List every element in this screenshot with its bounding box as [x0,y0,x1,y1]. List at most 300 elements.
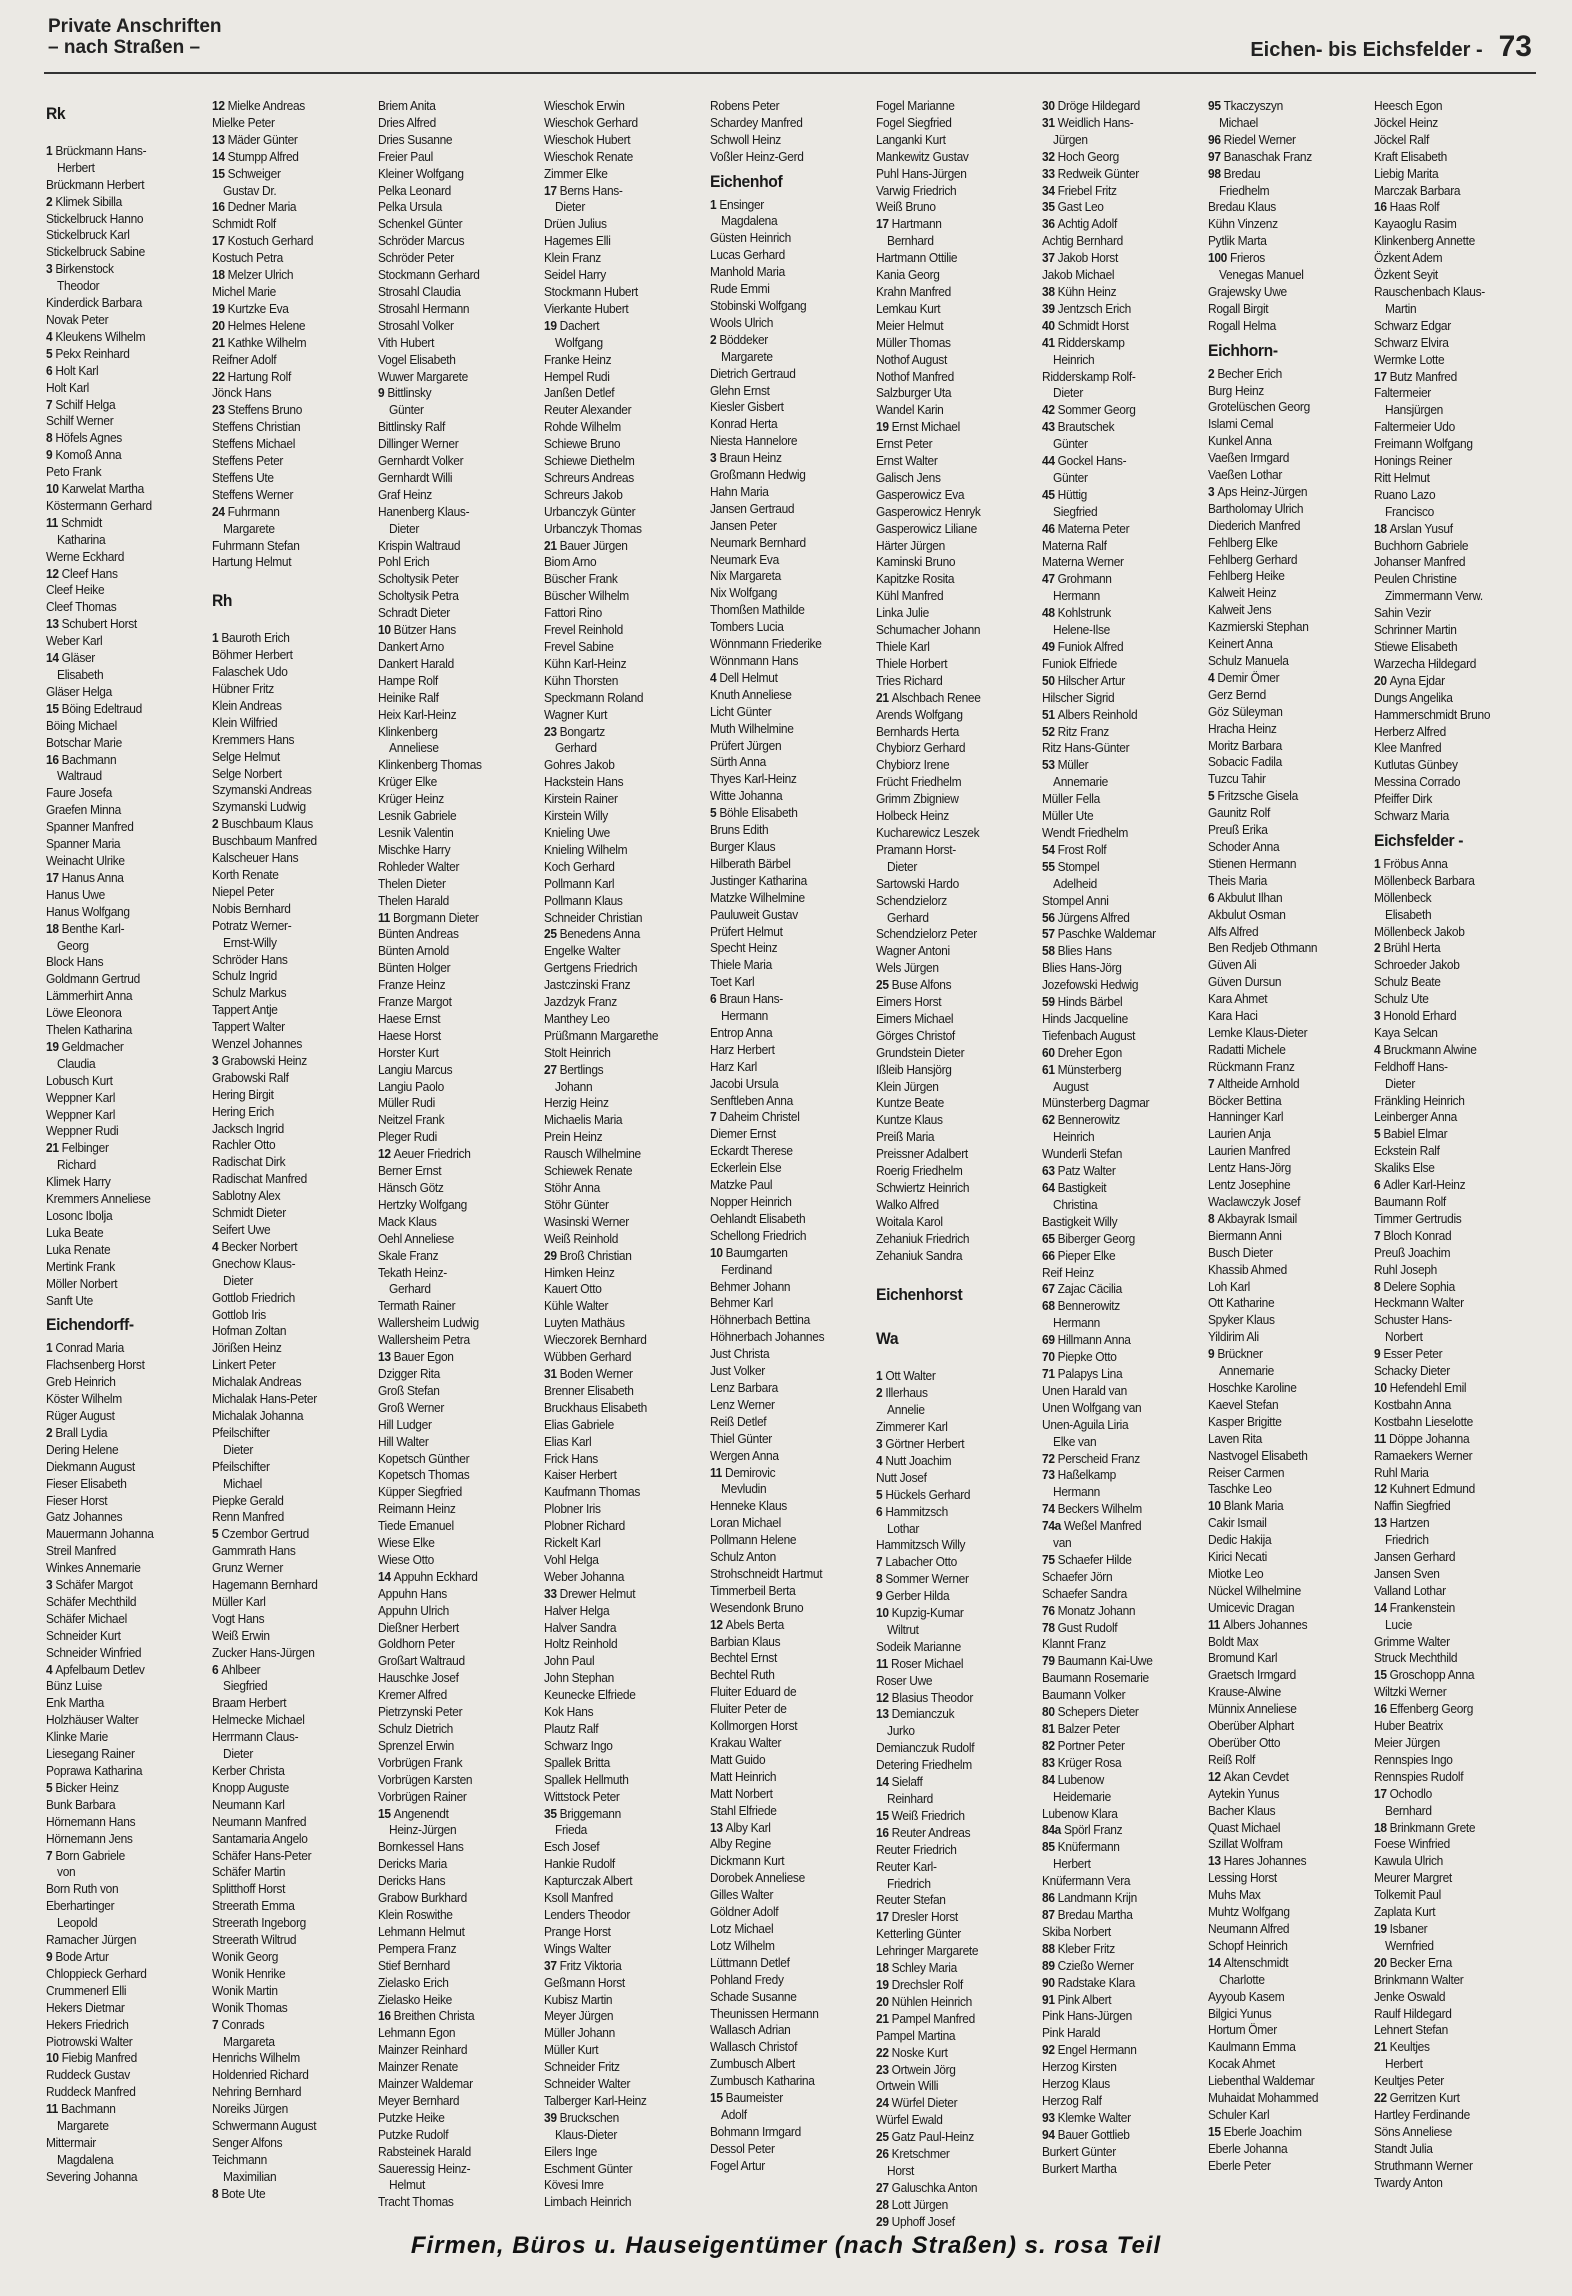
directory-entry [1374,98,1523,115]
directory-entry [212,833,361,850]
resident-name: Schwiertz Heinrich [876,1180,970,1195]
resident-name: Blies Hans [1057,943,1112,959]
resident-name: Dankert Arno [378,639,444,654]
directory-entry [1208,2124,1357,2141]
directory-entry [46,194,195,211]
resident-name: Rickelt Karl [544,1535,601,1551]
resident-name: Fuhrmann Stefan [212,537,300,553]
directory-entry [1374,1143,1523,1160]
directory-entry [378,1569,527,1586]
resident-name: Henrichs Wilhelm [212,2050,300,2066]
resident-name: Wallersheim Petra [378,1332,470,1348]
directory-entry [876,2129,1025,2146]
resident-name: Pelka Leonard [378,182,451,198]
resident-name: Keunecke Elfriede [544,1687,636,1703]
directory-entry [378,1214,527,1231]
resident-name: Pampel Manfred [891,2010,975,2026]
resident-name: Manhold Maria [710,264,785,280]
directory-entry [1042,2059,1191,2076]
resident-name: Ferdinand [721,1261,772,1277]
resident-name: Dankert Harald [378,655,454,671]
house-number: 98 [1208,165,1224,181]
directory-entry [1042,1958,1191,1975]
resident-name: Weppner Karl [46,1089,116,1105]
resident-name: Voßler Heinz-Gerd [710,148,804,164]
directory-entry [1374,1279,1523,1296]
resident-name: Anneliese [389,740,439,756]
directory-entry [1374,890,1523,907]
resident-name: Meurer Margret [1374,1870,1452,1886]
directory-entry [710,1566,859,1583]
house-number: 42 [1042,402,1058,418]
resident-name: Schubert Horst [61,616,137,632]
resident-name: Schäfer Mechthild [46,1593,137,1609]
resident-name: Splitthoff Horst [212,1881,286,1897]
resident-name: Burger Klaus [710,838,776,854]
resident-name: Hilberath Bärbel [710,855,791,871]
directory-entry [212,1408,361,1425]
house-number: 33 [1042,165,1058,181]
directory-entry [212,2084,361,2101]
resident-name: Sürth Anna [710,754,766,770]
resident-name: Brall Lydia [55,1424,108,1440]
directory-entry [876,183,1025,200]
house-number: 16 [378,2008,394,2024]
directory-entry [378,1873,527,1890]
directory-entry [378,2059,527,2076]
resident-name: Kirstein Rainer [544,791,618,807]
resident-name: Dreher Egon [1057,1044,1122,1060]
resident-name: Schopf Heinrich [1208,1937,1288,1953]
resident-name: von [57,1864,76,1880]
directory-entry [710,1143,859,1160]
resident-name: Fiebig Manfred [61,2050,137,2066]
directory-entry [710,1194,859,1211]
directory-entry [1208,1397,1357,1414]
resident-name: Gustav Dr. [223,182,277,198]
directory-entry [1042,1907,1191,1924]
directory-entry [378,1552,527,1569]
resident-name: Potratz Werner- [212,917,292,933]
resident-name: Jansen Peter [710,517,777,533]
house-number: 28 [876,2196,892,2212]
resident-name: Gottlob Friedrich [212,1289,295,1305]
house-number: 92 [1042,2042,1058,2058]
resident-name: Kremer Alfred [378,1687,447,1703]
house-number: 7 [876,1554,886,1570]
house-number: 82 [1042,1737,1058,1753]
directory-entry [46,802,195,819]
entry-continuation [1042,436,1191,453]
directory-entry [544,284,693,301]
directory-entry [876,1943,1025,1960]
directory-entry [1374,2022,1523,2039]
resident-name: Pytlik Marta [1208,233,1267,249]
resident-name: Fogel Artur [710,2157,765,2173]
resident-name: Magdalena [721,213,778,229]
directory-entry [1374,1109,1523,1126]
resident-name: Jentzsch Erich [1057,300,1131,316]
resident-name: Wieschok Gerhard [544,114,638,130]
resident-name: Müller Johann [544,2025,615,2041]
resident-name: Vogel Elisabeth [378,351,456,367]
resident-name: Böhle Elisabeth [719,805,798,821]
house-number: 4 [46,1661,56,1677]
directory-entry [1208,991,1357,1008]
directory-entry [1042,859,1191,876]
directory-entry [710,907,859,924]
resident-name: Schulz Beate [1374,974,1441,990]
directory-entry [212,1881,361,1898]
resident-name: Rennspies Ingo [1374,1751,1453,1767]
resident-name: Nehring Bernhard [212,2084,302,2100]
house-number: 7 [212,2016,222,2032]
resident-name: Kok Hans [544,1704,594,1720]
resident-name: Fehlberg Elke [1208,534,1278,550]
resident-name: Oehl Anneliese [378,1230,454,1246]
directory-entry [1208,2141,1357,2158]
resident-name: Münsterberg Dagmar [1042,1095,1150,1111]
directory-entry [378,1451,527,1468]
directory-entry [46,329,195,346]
directory-entry [544,960,693,977]
resident-name: Sablotny Alex [212,1188,281,1204]
resident-name: Kuntze Beate [876,1095,944,1111]
resident-name: van [1053,1535,1072,1551]
resident-name: Johanser Manfred [1374,554,1466,570]
resident-name: Würfel Dieter [891,2095,958,2111]
resident-name: Heinike Ralf [378,689,439,705]
directory-entry [1042,1163,1191,1180]
directory-entry [212,749,361,766]
directory-entry [212,1256,361,1273]
directory-entry [876,1960,1025,1977]
directory-entry [1208,1820,1357,1837]
resident-name: Komoß Anna [55,447,122,463]
resident-name: Jöckel Heinz [1374,114,1438,130]
resident-name: Bauer Egon [393,1349,454,1365]
directory-entry [378,1400,527,1417]
directory-entry [1208,467,1357,484]
directory-entry [1208,653,1357,670]
directory-entry [1374,1194,1523,1211]
directory-entry [1042,605,1191,622]
resident-name: Hefendehl Emil [1389,1379,1467,1395]
directory-entry [378,1180,527,1197]
entry-continuation [1042,1079,1191,1096]
directory-entry [378,1112,527,1129]
street-heading: Rh [212,591,233,611]
resident-name: Vohl Helga [544,1551,599,1567]
house-number: 91 [1042,1991,1058,2007]
house-number: 44 [1042,453,1058,469]
resident-name: Losonc Ibolja [46,1208,113,1223]
house-number: 4 [212,1238,222,1254]
directory-entry [876,470,1025,487]
directory-entry [710,1312,859,1329]
directory-entry [1374,707,1523,724]
directory-entry [46,413,195,430]
resident-name: Kühn Thorsten [544,672,619,688]
resident-name: Schaefer Jörn [1042,1568,1113,1584]
resident-name: Schulz Ute [1374,991,1429,1007]
house-number: 47 [1042,571,1058,587]
resident-name: Ayyoub Kasem [1208,1988,1285,2004]
directory-entry [1374,1414,1523,1431]
directory-entry [46,1225,195,1242]
directory-entry [876,1740,1025,1757]
house-number: 89 [1042,1957,1058,1973]
house-number: 24 [212,503,228,519]
directory-entry [378,1687,527,1704]
resident-name: Jacksch Ingrid [212,1120,284,1136]
resident-name: Kuhnert Edmund [1389,1481,1475,1497]
resident-name: Dering Helene [46,1441,119,1457]
directory-entry [1208,1211,1357,1228]
resident-name: Hansjürgen [1385,402,1443,418]
resident-name: Heinz-Jürgen [389,1822,457,1838]
directory-entry [710,1786,859,1803]
directory-entry [876,2146,1025,2163]
house-number: 65 [1042,1230,1058,1246]
directory-entry [710,1634,859,1651]
resident-name: Altheide Arnhold [1217,1075,1300,1091]
directory-entry [544,149,693,166]
directory-entry [876,1045,1025,1062]
directory-entry [544,554,693,571]
resident-name: Herbert [1385,2056,1423,2072]
directory-entry [710,704,859,721]
house-number: 16 [1374,1701,1390,1717]
entry-continuation [46,532,195,549]
resident-name: Woitala Karol [876,1213,943,1229]
house-number: 55 [1042,858,1058,874]
directory-entry [876,1808,1025,1825]
resident-name: Laurien Manfred [1208,1143,1291,1159]
resident-name: Reuter Friedrich [876,1841,957,1857]
resident-name: Klinkenberg Thomas [378,757,482,773]
directory-entry [876,1757,1025,1774]
resident-name: Braam Herbert [212,1695,287,1711]
resident-name: Haese Ernst [378,1010,441,1026]
resident-name: Jürgens Alfred [1057,909,1130,925]
directory-entry [1042,757,1191,774]
house-number: 3 [1208,483,1218,499]
directory-entry [876,267,1025,284]
house-number: 18 [212,267,228,283]
resident-name: Palapys Lina [1057,1365,1123,1381]
directory-entry [378,2144,527,2161]
resident-name: Fehlberg Gerhard [1208,551,1298,567]
resident-name: Just Christa [710,1346,770,1362]
directory-entry [876,1706,1025,1723]
directory-entry [1208,1177,1357,1194]
directory-column [544,98,693,2218]
house-number: 88 [1042,1940,1058,1956]
house-number: 20 [876,1993,892,2009]
resident-name: Mischke Harry [378,841,451,857]
directory-entry [1042,808,1191,825]
house-number: 2 [212,816,222,832]
resident-name: Rabsteinek Harald [378,2143,471,2159]
directory-entry [544,436,693,453]
house-number: 60 [1042,1044,1058,1060]
resident-name: Warzecha Hildegard [1374,655,1477,671]
directory-entry [46,1140,195,1157]
directory-entry [212,1966,361,1983]
house-number: 4 [46,328,56,344]
directory-entry [1374,487,1523,504]
resident-name: Zimmerer Karl [876,1419,948,1435]
directory-entry [1042,199,1191,216]
directory-entry [544,994,693,1011]
resident-name: Schepers Dieter [1057,1704,1139,1720]
directory-entry [1042,1738,1191,1755]
resident-name: Wermke Lotte [1374,351,1445,367]
directory-entry [212,1628,361,1645]
resident-name: Grohmann [1057,571,1112,587]
resident-name: Lehmann Egon [378,2025,456,2041]
directory-entry [544,115,693,132]
resident-name: Bacher Klaus [1208,1802,1276,1818]
resident-name: Krüger Heinz [378,791,444,807]
directory-entry [212,470,361,487]
resident-name: Schade Susanne [710,1988,797,2004]
resident-name: Bauroth Erich [221,630,290,646]
house-number: 20 [1374,1954,1390,1970]
directory-entry [1208,907,1357,924]
resident-name: Brenner Elisabeth [544,1382,634,1398]
resident-name: Lucas Gerhard [710,247,785,263]
resident-name: Maximilian [223,2168,277,2184]
directory-entry [1374,724,1523,741]
resident-name: Hares Johannes [1223,1853,1307,1869]
directory-entry [378,1721,527,1738]
directory-entry [544,1467,693,1484]
directory-entry [378,2025,527,2042]
resident-name: Heidemarie [1053,1788,1111,1804]
directory-entry [378,1197,527,1214]
resident-name: Senftleben Anna [710,1092,793,1108]
resident-name: Rüger August [46,1407,115,1423]
resident-name: Scholtysik Peter [378,571,459,587]
resident-name: Timmer Gertrudis [1374,1210,1462,1226]
directory-entry [1208,788,1357,805]
directory-entry [1374,1059,1523,1076]
resident-name: Noreiks Jürgen [212,2101,288,2117]
directory-entry [544,1721,693,1738]
directory-entry [1374,774,1523,791]
resident-name: Halver Helga [544,1602,610,1618]
directory-entry [544,216,693,233]
resident-name: Demirovic [725,1464,776,1480]
directory-entry [876,1842,1025,1859]
directory-entry [1208,1515,1357,1532]
directory-entry [378,588,527,605]
directory-entry [544,98,693,115]
resident-name: Baumann Volker [1042,1687,1126,1703]
directory-entry [378,943,527,960]
directory-entry [212,952,361,969]
resident-name: Dieter [223,1441,254,1457]
directory-entry [46,1191,195,1208]
house-number: 5 [710,805,720,821]
resident-name: Baumann Rolf [1374,1194,1446,1209]
resident-name: Bauer Gottlieb [1057,2126,1130,2142]
resident-name: Klimek Sibilla [55,193,122,209]
directory-entry [544,2076,693,2093]
directory-entry [544,1434,693,1451]
directory-entry [1374,1245,1523,1262]
resident-name: Münsterberg [1057,1061,1122,1077]
resident-name: Bünten Holger [378,960,451,976]
directory-entry [1042,1467,1191,1484]
resident-name: Köstermann Gerhard [46,497,152,513]
resident-name: Görges Christof [876,1027,955,1043]
entry-continuation [876,1521,1025,1538]
entry-continuation [1374,1938,1523,1955]
directory-entry [46,1628,195,1645]
resident-name: Benedens Anna [559,926,640,942]
resident-name: Hübner Fritz [212,681,274,696]
house-number: 10 [876,1605,892,1621]
directory-entry [1374,2006,1523,2023]
directory-entry [378,1366,527,1383]
directory-entry [710,2090,859,2107]
directory-entry [876,960,1025,977]
entry-continuation [1042,1484,1191,1501]
resident-name: Schweiger [227,165,281,181]
house-number: 16 [876,1824,892,1840]
directory-entry [876,943,1025,960]
resident-name: Schröder Marcus [378,233,465,249]
resident-name: Himken Heinz [544,1264,615,1280]
directory-entry [544,301,693,318]
entry-continuation [710,1008,859,1025]
resident-name: Annemarie [1053,774,1108,790]
house-number: 1 [212,630,222,646]
resident-name: Pietrzynski Peter [378,1704,463,1720]
resident-name: Chybiorz Irene [876,757,950,773]
resident-name: Briggemann [559,1805,621,1821]
directory-entry [544,943,693,960]
resident-name: Krause-Alwine [1208,1684,1281,1700]
resident-name: Knüfermann [1057,1839,1120,1855]
directory-entry [378,842,527,859]
resident-name: Reifner Adolf [212,351,277,367]
directory-entry [1208,1786,1357,1803]
directory-entry [46,1374,195,1391]
resident-name: Wendt Friedhelm [1042,824,1129,840]
house-number: 17 [876,216,892,232]
directory-entry [1042,791,1191,808]
resident-name: Gläser Helga [46,683,112,699]
resident-name: Göldner Adolf [710,1904,779,1920]
resident-name: Stompel [1057,858,1100,874]
directory-entry [1208,416,1357,433]
resident-name: Bruckmann Alwine [1383,1041,1477,1057]
directory-entry [212,1019,361,1036]
directory-entry [544,1349,693,1366]
directory-entry [544,1484,693,1501]
resident-name: Kühn Vinzenz [1208,216,1278,232]
directory-entry [544,470,693,487]
resident-name: Diemer Ernst [710,1126,776,1142]
directory-entry [1374,132,1523,149]
resident-name: Ridderskamp [1057,334,1125,350]
resident-name: Heinrich [1053,1129,1095,1145]
resident-name: Hänsch Götz [378,1180,444,1195]
